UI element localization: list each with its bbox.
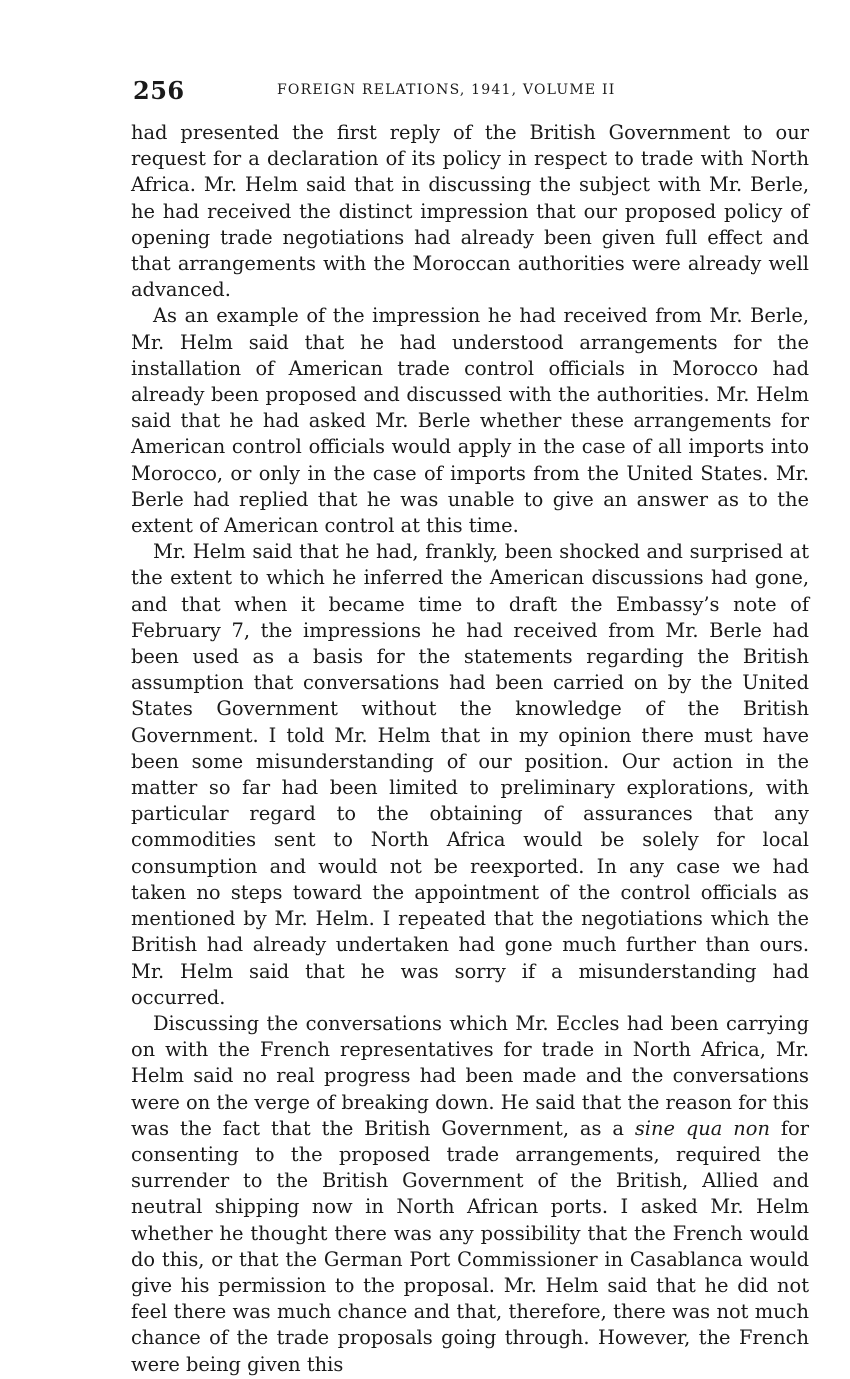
running-header — [131, 76, 809, 106]
paragraph-text: for consenting to the proposed trade arrangements, required the surrender to the British Government of the British, Allied and neutral shipping now in North African ports. I asked Mr. Helm whether he thought there was any possibility that the French would do this, or that the German Port Commissioner in Casablanca would give his permission to the proposal. Mr. Helm said that he did not feel there was much chance and that, therefore, there was not much chance of the trade proposals going through. However, the French were being given this — [131, 1116, 809, 1376]
running-title: FOREIGN RELATIONS, 1941, VOLUME II — [277, 82, 616, 98]
paragraph: Mr. Helm said that he had, frankly, been shocked and surprised at the extent to which he inferred the American discussions had gone, and that when it became time to draft the Embassy’s note of February 7, the impressions he had received from Mr. Berle had been used as a basis for the statements regarding the British assumption that conversations had been carried on by the United States Government without the knowledge of the British Government. I told Mr. Helm that in my opinion there must have been some misunderstanding of our position. Our action in the matter so far had been limited to preliminary explorations, with particular regard to the obtaining of assurances that any commodities sent to North Africa would be solely for local consumption and would not be reexported. In any case we had taken no steps toward the appointment of the control officials as mentioned by Mr. Helm. I repeated that the negotiations which the British had already undertaken had gone much further than ours. Mr. Helm said that he was sorry if a misunderstanding had occurred. — [131, 540, 809, 1009]
paragraph: As an example of the impression he had received from Mr. Berle, Mr. Helm said that he had understood arrangements for the installation of American trade control officials in Morocco had already been proposed and discussed with the authorities. Mr. Helm said that he had asked Mr. Berle whether these arrangements for American control officials would apply in the case of all imports into Morocco, or only in the case of imports from the United States. Mr. Berle had replied that he was unable to give an answer as to the extent of American control at this time. — [131, 304, 809, 538]
page-number: 256 — [133, 76, 185, 105]
body-text — [131, 120, 809, 1378]
paragraph-continuation: had presented the first reply of the British Government to our request for a declaration of its policy in respect to trade with North Africa. Mr. Helm said that in discussing the subject with Mr. Berle, he had received the distinct impression that our proposed policy of opening trade negotiations had already been given full effect and that arrangements with the Moroccan authorities were already well advanced. — [131, 121, 809, 302]
paragraph-text: Discussing the conversations which Mr. Eccles had been carrying on with the French representatives for trade in North Africa, Mr. Helm said no real progress had been made and the conversations were on the verge of breaking down. He said that the reason for this was the fact that the British Government, as a — [131, 1011, 809, 1140]
paragraph — [131, 1011, 809, 1378]
document-page — [131, 76, 809, 1378]
italic-phrase: sine qua non — [634, 1116, 770, 1140]
